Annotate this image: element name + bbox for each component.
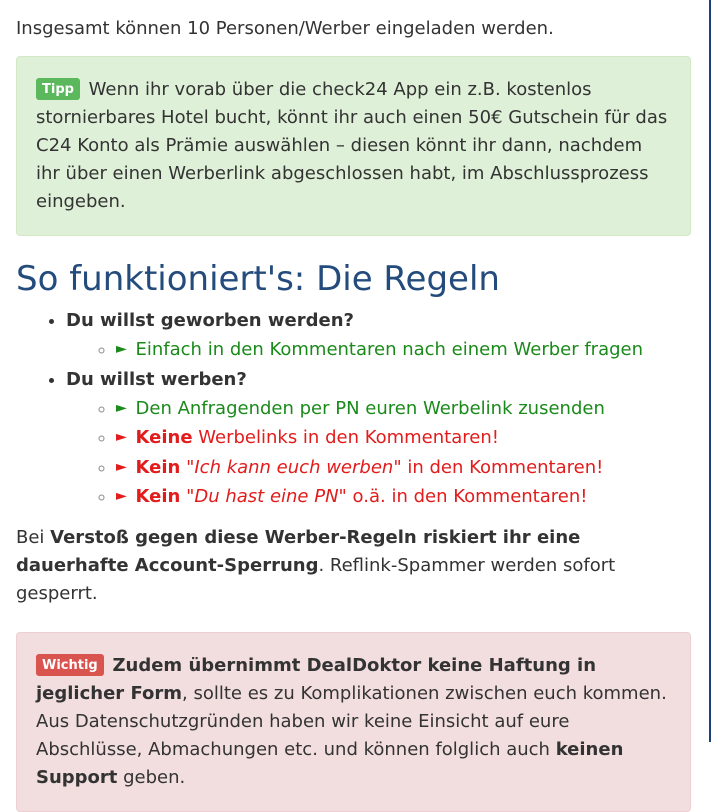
warning-box: Wichtig Zudem übernimmt DealDoktor keine Haftung in jeglicher Form, sollte es zu Komplikationen zwischen euch kommen. Aus Datenschutzgründen haben wir keine Einsicht auf eure Abschlüsse, Abmachungen etc. und können folglich auch keinen Support geben. [16,632,691,812]
rules-list [16,306,691,512]
warning-badge: Wichtig [36,654,104,676]
arrow-right-icon: ► [116,341,127,357]
rule-group-recruiter [66,365,691,512]
rule-group-title: Du willst werben? [66,368,247,390]
article-content [16,0,691,812]
arrow-right-icon: ► [116,458,127,475]
tip-text: Wenn ihr vorab über die check24 App ein z.B. kostenlos stornierbares Hotel bucht, könnt ihr auch einen 50€ Gutschein für das C24 Konto als Prämie auswählen – diesen könnt ihr dann, nachdem ihr über einen Werberlink abgeschlossen habt, im Abschlussprozess eingeben. [36,79,668,212]
rules-violation-note: Bei Verstoß gegen diese Werber-Regeln riskiert ihr eine dauerhafte Account-Sperrung. Reflink-Spammer werden sofort gesperrt. [16,526,616,604]
rule-group-recruited [66,306,691,365]
arrow-right-icon: ► [116,399,127,416]
rule-item: ◦ ► Den Anfragenden per PN euren Werbelink zusenden [116,394,691,424]
rules-heading: So funktioniert's: Die Regeln [16,259,500,299]
tip-box [16,56,691,236]
rule-item: ◦ ► Kein "Du hast eine PN" o.ä. in den Kommentaren! [116,482,691,512]
rule-sublist [66,394,691,512]
rule-item: ◦ ► Keine Werbelinks in den Kommentaren! [116,423,691,453]
rule-item: ◦ ► Einfach in den Kommentaren nach einem Werber fragen [116,335,691,365]
arrow-right-icon: ► [116,429,127,445]
intro-text: Insgesamt können 10 Personen/Werber eingeladen werden. [16,18,554,39]
rule-item: ◦ ► Kein "Ich kann euch werben" in den Kommentaren! [116,453,691,483]
rule-sublist [66,335,691,365]
rule-group-title: Du willst geworben werden? [66,310,354,331]
tip-badge: Tipp [36,78,80,100]
arrow-right-icon: ► [116,488,127,504]
